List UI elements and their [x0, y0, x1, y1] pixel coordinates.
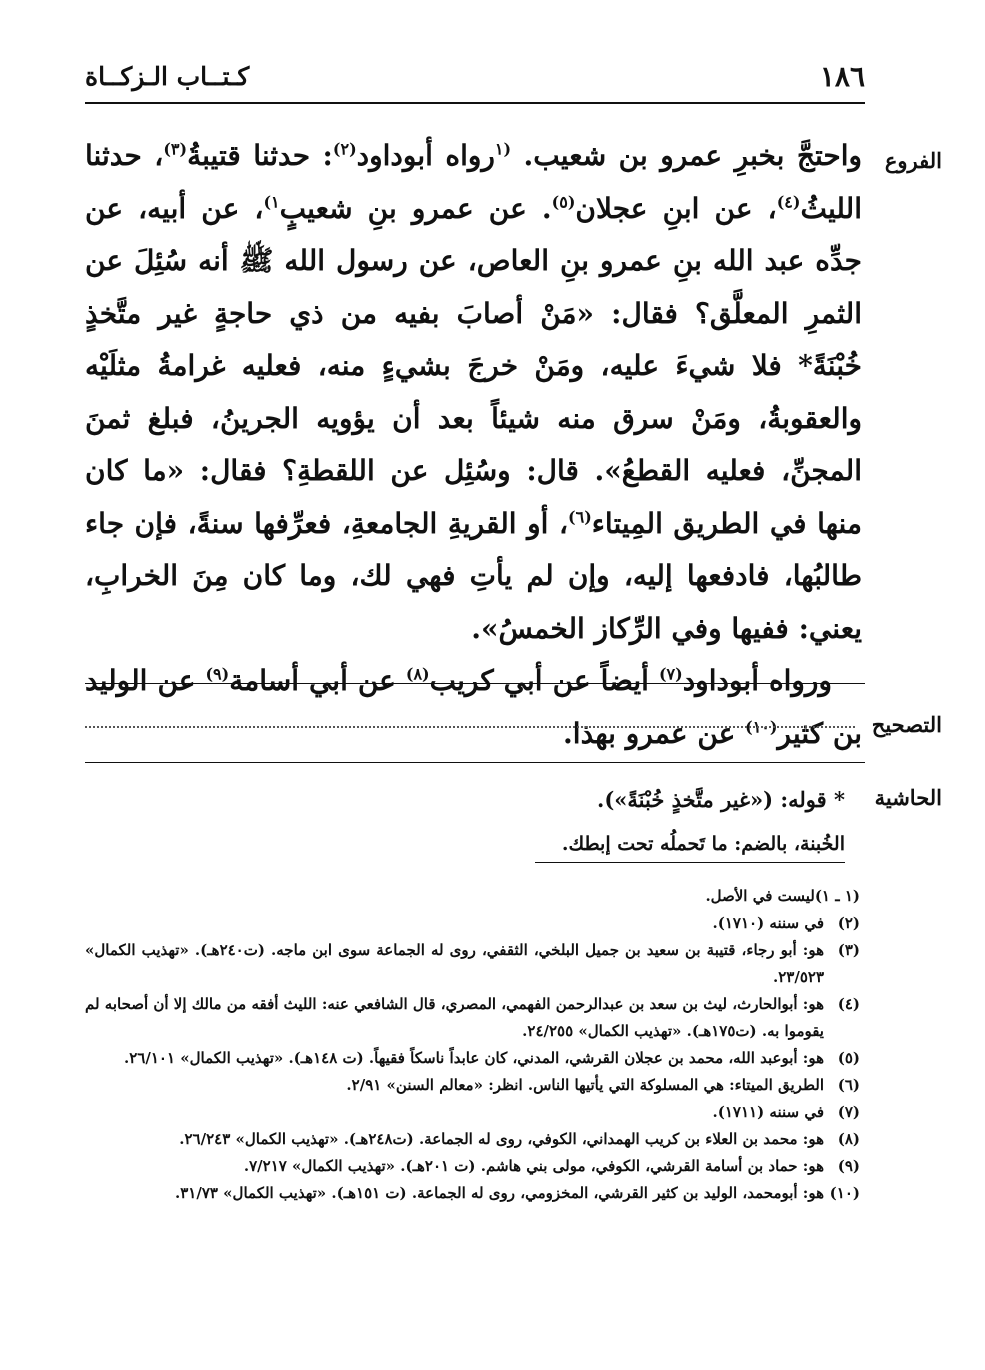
main-paragraph: [85, 130, 862, 655]
footnote: [85, 1126, 860, 1153]
footnotes: [85, 883, 860, 1207]
text-segment: : حدثنا قتيبةُ: [187, 139, 333, 172]
text-segment: ، عن ابنِ عجلان: [575, 191, 777, 225]
footnote: [85, 910, 860, 937]
footnote-number: (٢): [837, 914, 860, 932]
footnote-text: هو: محمد بن العلاء بن كريب الهمداني، الكوفي، روى له الجماعة. (ت٢٤٨هـ). «تهذيب الكمال» ٢٦/٢٤٣.: [179, 1130, 824, 1148]
footnote-marker: (١٠): [745, 717, 778, 737]
page-number: ١٨٦: [819, 60, 865, 93]
footnote-text: هو: حماد بن أسامة القرشي، الكوفي، مولى بني هاشم. (ت ٢٠١هـ). «تهذيب الكمال» ٧/٢١٧.: [243, 1157, 824, 1175]
side-label-furu: الفروع: [884, 148, 942, 173]
running-title: كـتــاب الـزكــاة: [85, 62, 250, 91]
footnote-marker: (٢): [332, 139, 357, 159]
footnote-number: (٧): [837, 1103, 860, 1121]
footnote: [85, 991, 860, 1045]
hashiya-rule: [535, 862, 845, 863]
text-segment: عن الوليد بن كثير: [85, 664, 862, 750]
footnote-marker: (٣): [163, 139, 188, 159]
footnote-marker: (١: [494, 139, 512, 159]
footnote-marker: (٦): [568, 507, 592, 527]
footnote-text: هو: أبوعبد الله، محمد بن عجلان القرشي، المدني، كان عابداً ناسكاً فقيهاً. (ت ١٤٨هـ). «تهذيب الكمال» ٢٦/١٠١.: [124, 1049, 824, 1067]
footnote-text: هو: أبو رجاء، قتيبة بن سعيد بن جميل البلخي، الثقفي، روى له الجماعة سوى ابن ماجه. (ت٢٤٠هـ). «تهذيب الكمال» ٢٣/٥٢٣.: [85, 941, 824, 986]
footnote-number: (٨): [837, 1130, 860, 1148]
footnote: [85, 1180, 860, 1207]
footnote-marker: (٩): [205, 664, 230, 684]
footnote-number: (٦): [837, 1076, 860, 1094]
section-rule-hashiya: [85, 762, 865, 763]
text-segment: ، حدثنا الليثُ: [85, 139, 862, 225]
footnote: [85, 937, 860, 991]
text-segment: . عن عمرو بنِ شعيبٍ: [279, 191, 552, 225]
footnote-text: هو: أبوالحارث، ليث بن سعد بن عبدالرحمن الفهمي، المصري، قال الشافعي عنه: الليث أفقه من مالك إلا أن أصحابه لم يقوموا به. (ت١٧٥هـ). «تهذيب الكمال» ٢٤/٢٥٥.: [85, 995, 824, 1040]
text-segment: رواه أبوداود: [356, 139, 495, 172]
footnote-text: الطريق الميتاء: هي المسلوكة التي يأتيها الناس. انظر: «معالم السنن» ٢/٩١.: [346, 1076, 824, 1094]
page-header: [85, 60, 865, 100]
footnote-text: في سننه (١٧١٠).: [712, 914, 824, 932]
footnote-number: (١٠): [829, 1184, 860, 1202]
footnote-marker: (٧): [658, 664, 683, 684]
footnote: [85, 1045, 860, 1072]
footnote-number: (٥): [837, 1049, 860, 1067]
footnote-marker: (٨): [405, 664, 430, 684]
footnote: [85, 1072, 860, 1099]
hashiya-quote: * قوله: («غير متَّخذٍ خُبْنَةً»).: [597, 787, 845, 812]
text-segment: ورواه أبوداود: [682, 664, 832, 697]
text-segment: أيضاً عن أبي كريب: [429, 664, 659, 697]
text-segment: عن عمرو بهذا.: [563, 716, 746, 750]
hashiya-definition: الخُبنة، بالضم: ما تَحملُه تحت إبطك.: [561, 833, 845, 855]
footnote: [85, 1153, 860, 1180]
text-segment: ، أو القريةِ الجامعةِ، فعرِّفها سنةً، فإن جاء طالبُها، فادفعها إليه، وإن لم يأتِ فهي لك، وما كان مِنَ الخرابِ، يعني: ففيها وفي الرِّكاز الخمسُ».: [85, 506, 862, 645]
footnote-marker: (٥): [551, 192, 576, 212]
tashih-dotted-line: [85, 726, 855, 728]
footnote-marker: ١): [263, 192, 280, 212]
header-rule: [85, 102, 865, 104]
footnote-marker: (٤): [776, 192, 801, 212]
main-paragraph: [85, 655, 862, 760]
footnote-number: (١ ـ ١): [814, 887, 860, 905]
text-segment: واحتجَّ بخبرِ عمرو بن شعيب.: [511, 139, 862, 172]
text-segment: ، عن أبيه، عن جدِّه عبد الله بنِ عمرو بنِ العاص، عن رسول الله ﷺ أنه سُئِلَ عن الثمرِ المعلَّق؟ فقال: «مَنْ أصابَ بفيه من ذي حاجةٍ غير متَّخذٍ خُبْنَةً* فلا شيءَ عليه، ومَنْ خرجَ بشيءٍ منه، فعليه غرامةُ مثلَيْه والعقوبةُ، ومَنْ سرق منه شيئاً بعد أن يؤويه الجرينُ، فبلغ ثمنَ المجنِّ، فعليه القطعُ». قال: وسُئِل عن اللقطةِ؟ فقال: «ما كان منها في الطريق المِيتاء: [85, 191, 862, 540]
main-text: [85, 130, 862, 760]
footnote-number: (٤): [837, 995, 860, 1013]
section-rule: [85, 683, 865, 684]
side-label-tashih: التصحيح: [871, 712, 942, 737]
footnote-number: (٩): [837, 1157, 860, 1175]
footnote: [85, 1099, 860, 1126]
text-segment: عن أبي أسامة: [229, 664, 406, 697]
footnote-text: ليست في الأصل.: [705, 887, 815, 905]
footnote: [85, 883, 860, 910]
footnote-text: هو: أبومحمد، الوليد بن كثير القرشي، المخزومي، روى له الجماعة. (ت ١٥١هـ). «تهذيب الكمال» ٣١/٧٣.: [175, 1184, 824, 1202]
side-label-hashiya: الحاشية: [874, 785, 942, 810]
footnote-text: في سننه (١٧١١).: [712, 1103, 824, 1121]
footnote-number: (٣): [837, 941, 860, 959]
